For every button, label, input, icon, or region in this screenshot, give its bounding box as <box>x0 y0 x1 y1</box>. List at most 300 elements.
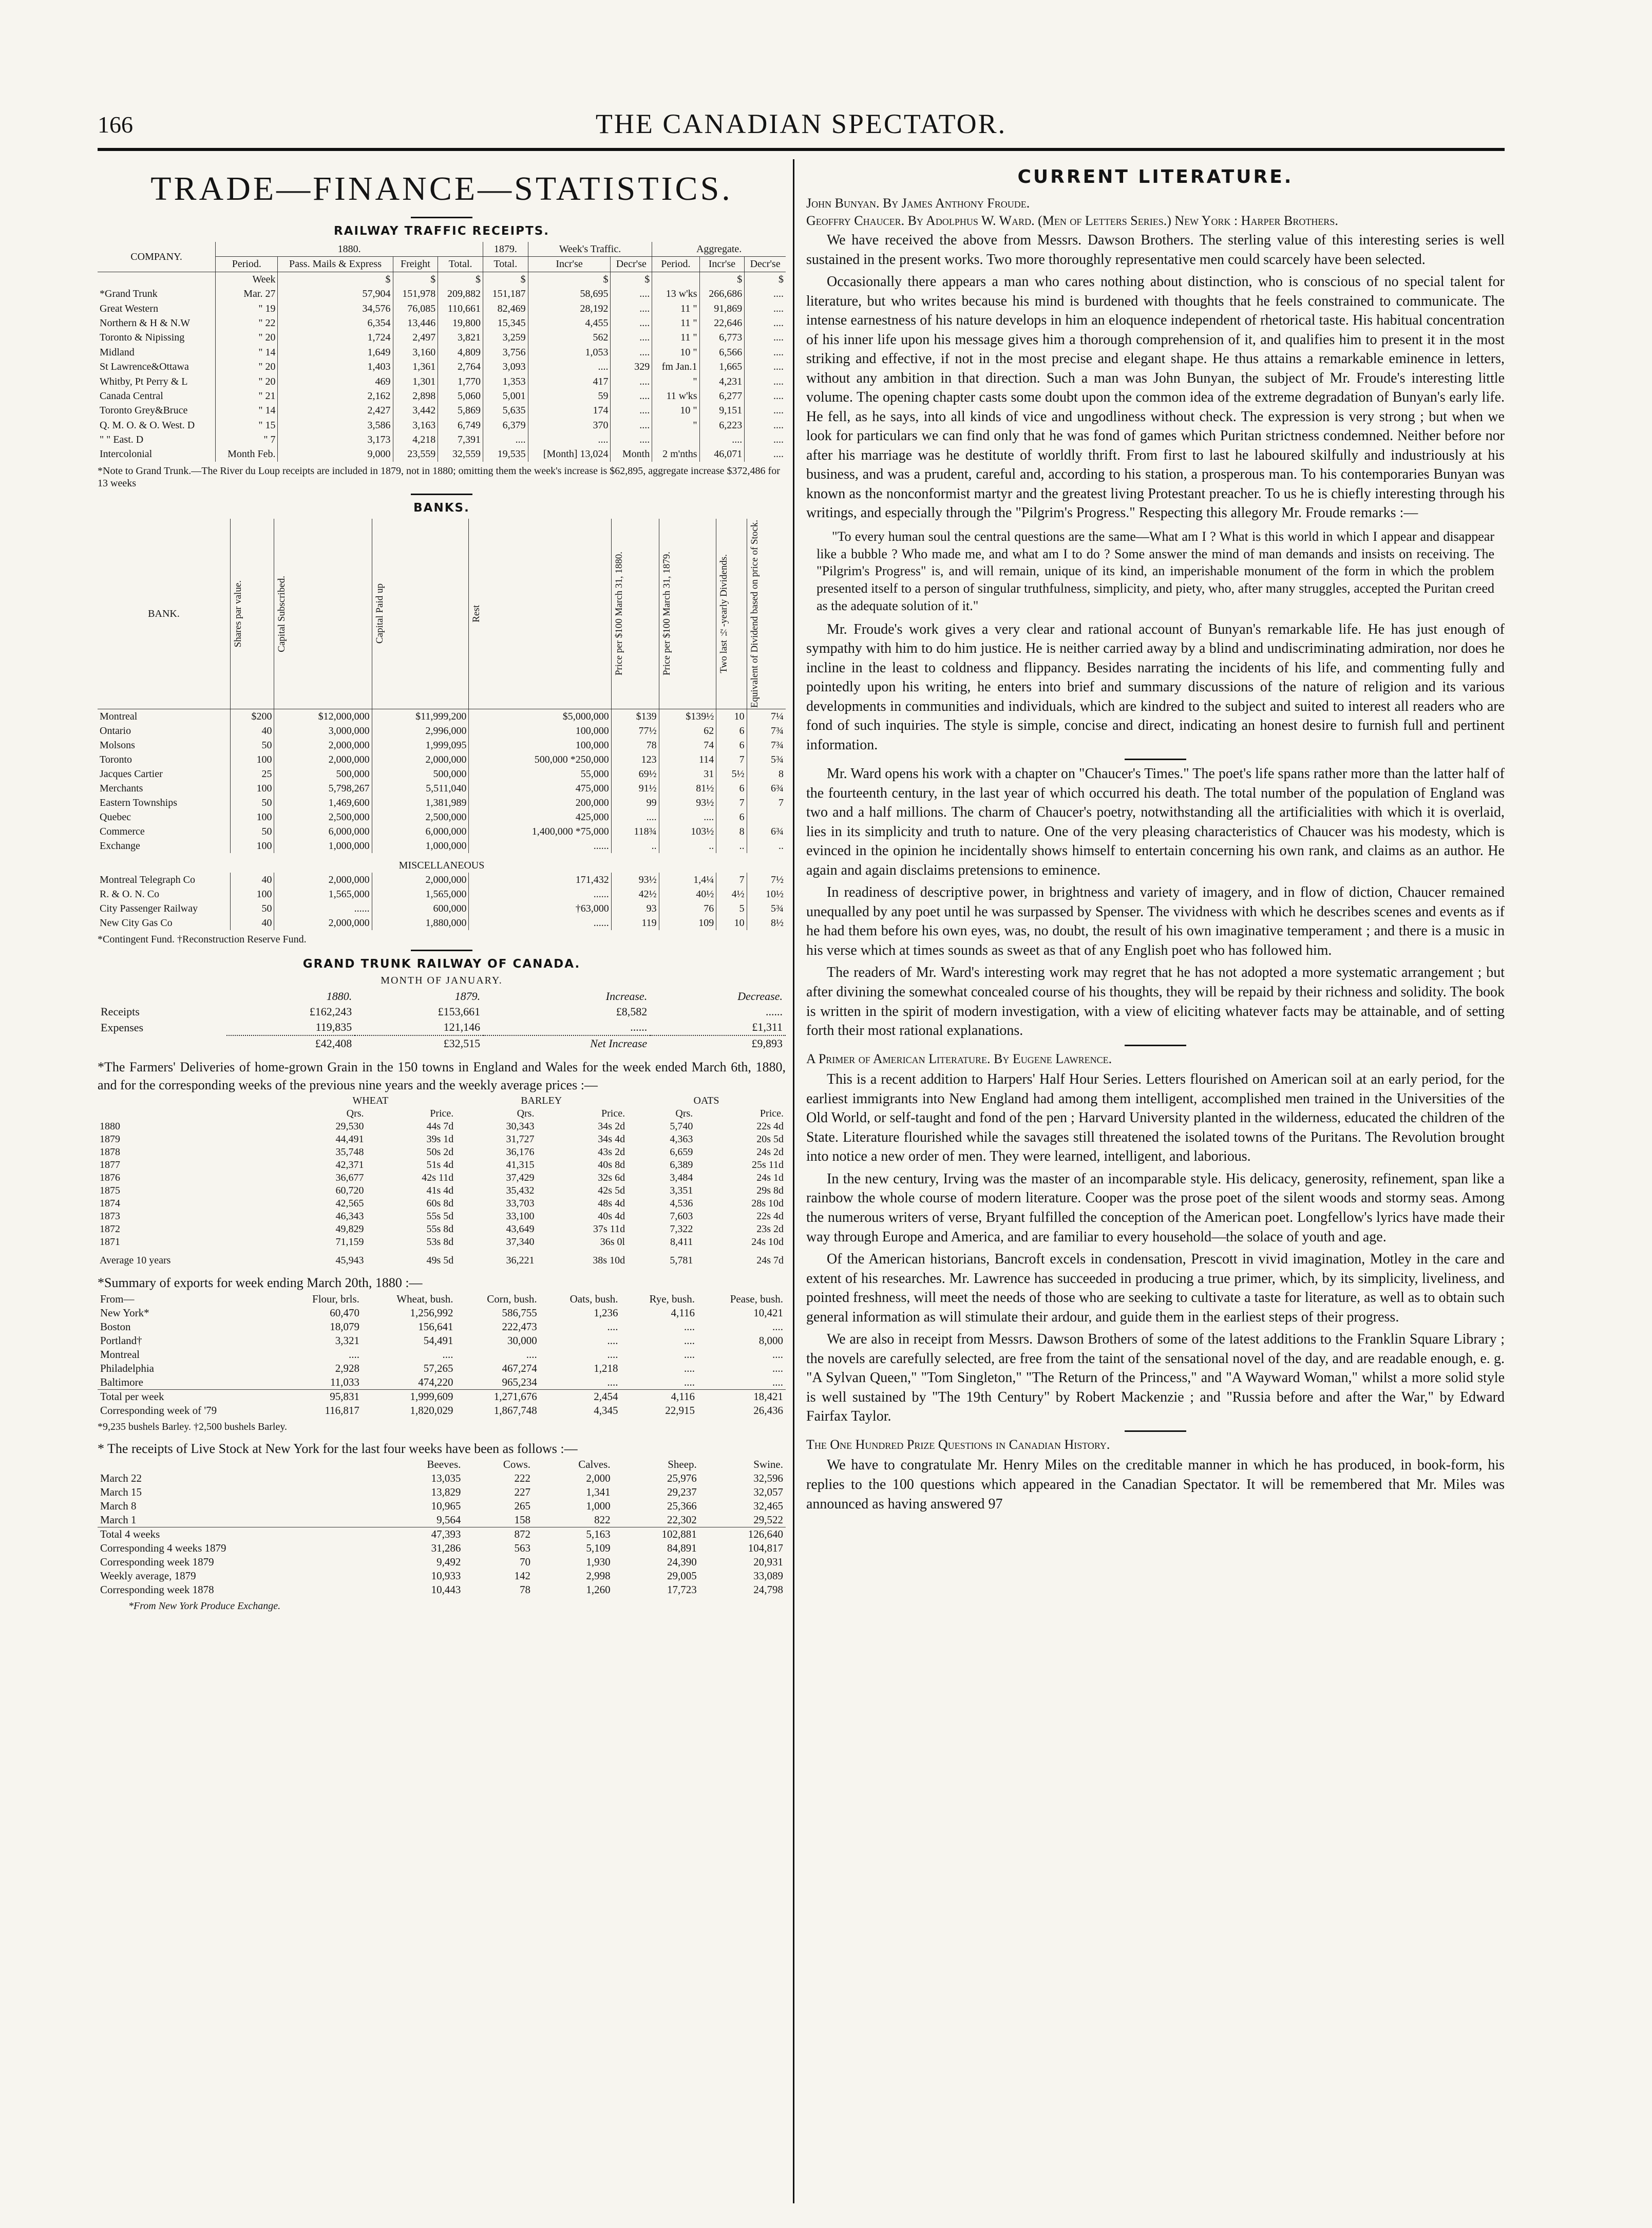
table-row <box>98 796 786 810</box>
grain-col-header: Price. <box>430 1107 454 1119</box>
livestock-col-header: Calves. <box>578 1458 611 1471</box>
table-cell: 54,491 <box>423 1334 453 1347</box>
table-cell: 30,000 <box>507 1334 537 1347</box>
gtr-col-header: 1880. <box>326 990 352 1003</box>
export-origin: Montreal <box>100 1348 140 1361</box>
table-cell: 822 <box>594 1514 611 1526</box>
table-cell: 47,393 <box>431 1528 461 1541</box>
table-cell: 58,695 <box>528 287 611 301</box>
paragraph: Occasionally there appears a man who cares nothing about distinction, who is conscious of no special talent for literature, but who writes because his mind is burdened with thoughts that he feels constrained to communicate. The intense earnestness of his nature develops in him an eloquence independent of rhetorical taste. His habitual concentration of his inner life upon his message gives him a thorough comprehension of it, and qualifies him to present it in the most striking and effective, if not in the most precise and elegant shape. He thus attains a remarkable eminence in letters, without any ambition in that direction. Such a man was John Bunyan, the subject of Mr. Froude's interesting little volume. The opening chapter casts some doubt upon the common idea of the extreme degradation of Bunyan's early life. He fell, as he says, into all kinds of vice and ungodliness without check. The expression is very strong ; but when we look for particulars we can find only that he was fond of games which Puritan strictness condemned. Neither before nor after his marriage was he destitute of worldly thrift. From first to last he laboured skilfully and industriously at his business, and was a prudent, careful and, according to his station, a prosperous man. To his contemporaries Bunyan was known as the nonconformist martyr and the greatest living Protestant preacher. To us he is chiefly interesting through his writings, and especially through the "Pilgrim's Progress." Respecting this allegory Mr. Froude remarks :— <box>806 274 1505 521</box>
bank-name: Commerce <box>100 826 145 838</box>
table-row <box>98 738 786 752</box>
grain-average: 24s 7d <box>756 1254 784 1266</box>
railway-col-header: Decr'se <box>745 257 786 272</box>
bank-col-label: Capital Subscribed. <box>276 575 288 652</box>
livestock-date: March 22 <box>100 1472 142 1485</box>
table-cell: †63,000 <box>469 901 611 916</box>
table-cell: 2 m'nths <box>652 447 699 461</box>
table-cell: 24s 2d <box>756 1146 784 1158</box>
table-cell: 43s 2d <box>598 1146 625 1158</box>
table-cell: £162,243 <box>309 1005 352 1018</box>
page-header <box>98 103 1505 139</box>
table-cell: 3,000,000 <box>274 724 372 738</box>
table-cell: $139½ <box>659 709 716 724</box>
table-cell: 156,641 <box>418 1320 453 1333</box>
bank-col-label: Two last ½-yearly Dividends. <box>718 554 730 673</box>
export-origin: Portland† <box>100 1334 142 1347</box>
table-row <box>98 1210 786 1223</box>
table-cell: 5,060 <box>438 389 483 403</box>
table-cell: 77½ <box>611 724 659 738</box>
table-cell: 78 <box>520 1583 530 1596</box>
table-cell: 3,756 <box>483 345 528 360</box>
table-row <box>98 1019 786 1035</box>
table-cell: 9,492 <box>436 1556 461 1569</box>
banks-note: *Contingent Fund. †Reconstruction Reserve Fund. <box>98 934 307 946</box>
table-row <box>98 1583 786 1597</box>
table-cell: ...... <box>469 887 611 901</box>
table-cell: 123 <box>611 752 659 767</box>
table-cell: 50 <box>231 796 274 810</box>
table-cell: 2,000,000 <box>274 916 372 930</box>
table-cell: .... <box>611 389 652 403</box>
table-cell: " 21 <box>216 389 278 403</box>
table-cell: .... <box>442 1348 453 1361</box>
table-cell: 7 <box>716 752 747 767</box>
table-cell: .... <box>745 418 786 432</box>
rule <box>411 950 472 951</box>
table-cell: " 20 <box>216 360 278 374</box>
table-cell: 31,727 <box>506 1133 535 1145</box>
gtr-total: £9,893 <box>650 1035 786 1051</box>
table-cell: 23,559 <box>393 447 438 461</box>
table-cell: .... <box>745 447 786 461</box>
table-row <box>98 418 786 432</box>
table-cell: 40s 4d <box>598 1210 625 1222</box>
table-cell: 1,000,000 <box>274 839 372 853</box>
table-cell: 4,345 <box>594 1404 618 1417</box>
table-row <box>98 1320 786 1334</box>
grain-average: Average 10 years <box>100 1254 171 1266</box>
table-cell: 10,933 <box>431 1570 461 1582</box>
table-cell: 24s 10d <box>751 1236 784 1248</box>
table-cell: 26,436 <box>753 1404 783 1417</box>
table-cell: 32,057 <box>753 1486 783 1499</box>
table-cell: 11 w'ks <box>652 389 699 403</box>
rule <box>1125 1045 1186 1046</box>
table-cell: Mar. 27 <box>216 287 278 301</box>
grain-col-header: Price. <box>759 1107 784 1119</box>
banks-table <box>98 519 786 930</box>
table-cell: " 15 <box>216 418 278 432</box>
livestock-date: March 8 <box>100 1500 137 1513</box>
grp-1879: 1879. <box>483 242 528 257</box>
table-row <box>98 374 786 389</box>
table-cell: 24,798 <box>753 1583 783 1596</box>
livestock-note: *From New York Produce Exchange. <box>128 1600 281 1612</box>
table-cell: 1,565,000 <box>274 887 372 901</box>
grp-1880: 1880. <box>216 242 483 257</box>
table-cell: 121,146 <box>443 1021 481 1034</box>
table-cell: 5¾ <box>747 752 786 767</box>
table-cell: 1,271,676 <box>493 1390 537 1403</box>
table-cell: 32,596 <box>753 1472 783 1485</box>
railway-col-header: Freight <box>393 257 438 272</box>
table-cell: 10½ <box>747 887 786 901</box>
gtr-col-header: Increase. <box>605 990 648 1003</box>
table-cell: 158 <box>514 1514 530 1526</box>
table-cell: 78 <box>611 738 659 752</box>
table-row <box>98 1389 786 1404</box>
table-cell: Receipts <box>101 1005 140 1018</box>
col-from: From— <box>100 1292 135 1305</box>
table-cell: 8,411 <box>670 1236 693 1248</box>
table-cell: 93½ <box>611 873 659 887</box>
table-cell <box>98 272 216 287</box>
table-cell: " 14 <box>216 345 278 360</box>
table-cell: 1873 <box>100 1210 120 1222</box>
table-cell: 116,817 <box>325 1404 359 1417</box>
table-cell: 6,277 <box>699 389 745 403</box>
grain-col-header: Price. <box>601 1107 625 1119</box>
section-title: TRADE—FINANCE—STATISTICS. <box>150 170 733 207</box>
table-cell: 44,491 <box>335 1133 364 1145</box>
table-cell: .... <box>528 432 611 447</box>
table-cell: 34s 2d <box>598 1120 625 1132</box>
table-row <box>98 901 786 916</box>
gtr-total: £42,408 <box>226 1035 355 1051</box>
export-col-header: Oats, bush. <box>569 1292 618 1305</box>
table-cell: ...... <box>469 839 611 853</box>
table-cell: 2,427 <box>278 403 393 418</box>
export-origin: New York* <box>100 1306 149 1319</box>
table-cell: " <box>652 418 699 432</box>
table-cell: 1,867,748 <box>493 1404 537 1417</box>
table-cell: 1,260 <box>586 1583 611 1596</box>
table-cell: 74 <box>659 738 716 752</box>
table-cell: 1,820,029 <box>410 1404 453 1417</box>
table-cell: 103½ <box>659 824 716 839</box>
table-cell: 1879 <box>100 1133 120 1145</box>
livestock-date: March 15 <box>100 1486 142 1499</box>
table-row <box>98 1197 786 1210</box>
table-cell: 35,432 <box>506 1184 535 1196</box>
table-cell: 5,635 <box>483 403 528 418</box>
table-cell: 100,000 <box>469 738 611 752</box>
company-name: Toronto & Nipissing <box>100 332 185 344</box>
table-cell: 1,218 <box>594 1362 618 1374</box>
table-cell: 119,835 <box>315 1021 352 1034</box>
table-cell: 171,432 <box>469 873 611 887</box>
table-cell: 1,565,000 <box>372 887 469 901</box>
left-column <box>98 164 786 2193</box>
table-cell: " 20 <box>216 374 278 389</box>
table-cell: 36s 0l <box>600 1236 625 1248</box>
table-cell: 40½ <box>659 887 716 901</box>
table-cell: 24,390 <box>667 1556 697 1569</box>
table-cell: 2,454 <box>594 1390 618 1403</box>
table-cell: 11 " <box>652 330 699 345</box>
table-row <box>98 724 786 738</box>
table-cell: 46,071 <box>699 447 745 461</box>
export-col-header: Pease, bush. <box>730 1292 783 1305</box>
table-cell: 3,321 <box>335 1334 359 1347</box>
table-row <box>98 767 786 781</box>
table-cell: 1,361 <box>393 360 438 374</box>
table-cell: 2,928 <box>335 1362 359 1374</box>
table-cell: 1,469,600 <box>274 796 372 810</box>
table-cell: 3,484 <box>670 1172 693 1183</box>
table-row <box>98 887 786 901</box>
table-cell: 109 <box>659 916 716 930</box>
table-cell: 19,535 <box>483 447 528 461</box>
table-cell: 93½ <box>659 796 716 810</box>
railway-col-header: Incr'se <box>528 257 611 272</box>
table-cell: .... <box>699 432 745 447</box>
table-cell: 142 <box>514 1570 530 1582</box>
table-row <box>98 709 786 724</box>
table-cell: .... <box>611 330 652 345</box>
table-cell: 34,576 <box>278 301 393 316</box>
table-cell: 3,351 <box>670 1184 693 1196</box>
bank-col-header <box>716 519 747 709</box>
table-cell: 1871 <box>100 1236 120 1248</box>
paragraph: We have received the above from Messrs. Dawson Brothers. The sterling value of this interesting series is well sustained in the present works. Two more thoroughly representative men could scarcely have been selected. <box>806 232 1505 268</box>
bank-col-header <box>611 519 659 709</box>
bank-name: R. & O. N. Co <box>100 889 160 900</box>
table-cell: 4,116 <box>671 1390 695 1403</box>
table-cell: .... <box>611 345 652 360</box>
table-cell: 265 <box>514 1500 530 1513</box>
table-cell: 60,470 <box>330 1306 359 1319</box>
railway-col-header: Period. <box>216 257 278 272</box>
table-row <box>98 1471 786 1485</box>
table-cell: 4½ <box>716 887 747 901</box>
railway-col-header: Total. <box>438 257 483 272</box>
table-cell: 76 <box>659 901 716 916</box>
exports-table <box>98 1292 786 1418</box>
table-cell: .... <box>772 1320 783 1333</box>
table-cell: 7¾ <box>747 724 786 738</box>
column-divider <box>793 159 794 2203</box>
table-cell: £8,582 <box>616 1005 648 1018</box>
table-cell: 3,163 <box>393 418 438 432</box>
table-cell: 71,159 <box>335 1236 364 1248</box>
table-row <box>98 432 786 447</box>
newspaper-page <box>98 103 1505 2198</box>
table-cell: 1,880,000 <box>372 916 469 930</box>
table-cell: 151,978 <box>393 287 438 301</box>
table-cell: 1,999,095 <box>372 738 469 752</box>
livestock-total: Total 4 weeks <box>100 1528 160 1541</box>
livestock-intro: * The receipts of Live Stock at New York for the last four weeks have been as follows :— <box>98 1441 578 1456</box>
table-cell: 18,421 <box>753 1390 783 1403</box>
table-cell: 2,497 <box>393 330 438 345</box>
rule <box>411 494 472 495</box>
table-cell: 2,000,000 <box>372 873 469 887</box>
table-cell: 9,564 <box>436 1514 461 1526</box>
table-cell: 1,236 <box>594 1306 618 1319</box>
table-cell: 33,703 <box>506 1197 535 1209</box>
table-cell: .... <box>348 1348 359 1361</box>
table-cell: " <box>652 374 699 389</box>
book-primer: A Primer of American Literature. By Eugene Lawrence. <box>806 1051 1112 1066</box>
table-cell: 1872 <box>100 1223 120 1235</box>
table-cell: 37s 11d <box>593 1223 625 1235</box>
railway-col-header: Incr'se <box>699 257 745 272</box>
table-cell: 4,809 <box>438 345 483 360</box>
table-cell: 76,085 <box>393 301 438 316</box>
table-cell: 50 <box>231 901 274 916</box>
table-cell: 55,000 <box>469 767 611 781</box>
table-cell: 10,421 <box>753 1306 783 1319</box>
table-cell: 1874 <box>100 1197 120 1209</box>
table-row <box>98 1375 786 1390</box>
grain-average: 5,781 <box>670 1254 693 1266</box>
table-cell: 370 <box>528 418 611 432</box>
table-cell: 4,455 <box>528 316 611 330</box>
table-cell: .... <box>745 330 786 345</box>
table-row <box>98 1146 786 1159</box>
table-cell: 10 <box>716 709 747 724</box>
table-cell: .... <box>745 301 786 316</box>
table-cell: 1,256,992 <box>410 1306 453 1319</box>
block-quote: "To every human soul the central questions are the same—What am I ? What is this world in which I appear and disappear like a bubble ? Who made me, and what am I to do ? Some answer the mind of man demands and insists on receiving. The "Pilgrim's Progress" is, and will remain, unique of its kind, an imperishable monument of the form in which the problem presented itself to a person of singular truthfulness, simplicity, and piety, who, after many struggles, accepted the Puritan creed as the adequate solution of it." <box>816 528 1494 613</box>
export-col-header: Rye, bush. <box>649 1292 695 1305</box>
table-row <box>98 301 786 316</box>
table-cell: 3,160 <box>393 345 438 360</box>
table-row <box>98 1004 786 1019</box>
table-row <box>98 752 786 767</box>
table-cell: 7,603 <box>670 1210 693 1222</box>
table-cell: 5,163 <box>586 1528 611 1541</box>
table-cell: 6,659 <box>670 1146 693 1158</box>
table-cell: 42½ <box>611 887 659 901</box>
table-cell: 266,686 <box>699 287 745 301</box>
table-cell: 95,831 <box>330 1390 359 1403</box>
table-cell: 40 <box>231 873 274 887</box>
table-row <box>98 839 786 853</box>
table-cell: 2,996,000 <box>372 724 469 738</box>
table-cell: $ <box>278 272 393 287</box>
table-cell: 4,536 <box>670 1197 693 1209</box>
table-row <box>98 316 786 330</box>
table-cell: 20,931 <box>753 1556 783 1569</box>
livestock-table <box>98 1458 786 1597</box>
table-cell: 13,446 <box>393 316 438 330</box>
table-cell: Month Feb. <box>216 447 278 461</box>
title-rule <box>411 217 472 218</box>
table-cell: $200 <box>231 709 274 724</box>
table-cell: ...... <box>766 1005 783 1018</box>
table-cell: 2,000,000 <box>274 738 372 752</box>
export-col-header: Corn, bush. <box>487 1292 537 1305</box>
table-cell: 22s 4d <box>756 1120 784 1132</box>
table-cell: 29,237 <box>667 1486 697 1499</box>
table-cell: 62 <box>659 724 716 738</box>
bank-col-label: Capital Paid up <box>374 583 385 644</box>
table-cell: .... <box>683 1320 695 1333</box>
banks-heading: BANKS. <box>413 501 470 515</box>
table-cell: 174 <box>528 403 611 418</box>
table-cell: 49,829 <box>335 1223 364 1235</box>
livestock-total: Corresponding 4 weeks 1879 <box>100 1542 226 1555</box>
gtr-col-header: 1879. <box>454 990 481 1003</box>
table-cell: 965,234 <box>502 1375 537 1388</box>
table-cell: 7 <box>716 796 747 810</box>
livestock-total: Corresponding week 1879 <box>100 1556 214 1569</box>
table-cell: 1875 <box>100 1184 120 1196</box>
table-cell: 31,286 <box>431 1542 461 1555</box>
table-cell: 2,000,000 <box>274 752 372 767</box>
col-company: COMPANY. <box>98 242 216 272</box>
table-cell: 32,559 <box>438 447 483 461</box>
table-cell: 2,898 <box>393 389 438 403</box>
bank-name: Toronto <box>100 754 132 766</box>
paragraph: Of the American historians, Bancroft excels in condensation, Prescott in vivid imagination, Motley in the care and extent of his researches. Mr. Lawrence has succeeded in producing a true primer, which, by its simplicity, liveliness, and pointed freshness, will meet the needs of those who are seeking to cultivate a taste for literature, as well as to obtain such general information as will stimulate their ardour, and guide them in the earliest steps of their progress. <box>806 1251 1505 1325</box>
table-cell: 1,4¼ <box>659 873 716 887</box>
table-cell: 3,093 <box>483 360 528 374</box>
table-cell: 100 <box>231 839 274 853</box>
table-cell: 19,800 <box>438 316 483 330</box>
grp-week: Week's Traffic. <box>528 242 652 257</box>
export-col-header: Flour, brls. <box>312 1292 359 1305</box>
grain-col-header: Qrs. <box>675 1107 693 1119</box>
table-cell: .... <box>483 432 528 447</box>
table-cell: 3,586 <box>278 418 393 432</box>
table-cell: 10 " <box>652 345 699 360</box>
table-row <box>98 810 786 824</box>
table-row <box>98 287 786 301</box>
table-cell: .... <box>683 1334 695 1347</box>
table-cell: 11 " <box>652 301 699 316</box>
table-cell: .... <box>611 432 652 447</box>
livestock-col-header: Cows. <box>503 1458 530 1471</box>
table-cell: 1,301 <box>393 374 438 389</box>
grain-group: BARLEY <box>521 1094 562 1106</box>
bank-name: Montreal Telegraph Co <box>100 874 195 886</box>
exports-intro: *Summary of exports for week ending March 20th, 1880 :— <box>98 1275 423 1290</box>
table-cell: .. <box>716 839 747 853</box>
table-cell: .. <box>659 839 716 853</box>
bank-name: New City Gas Co <box>100 917 173 929</box>
table-cell: ...... <box>630 1021 648 1034</box>
table-cell: 200,000 <box>469 796 611 810</box>
grain-group: OATS <box>693 1094 719 1106</box>
table-cell: 2,000,000 <box>274 873 372 887</box>
table-cell: 5¾ <box>747 901 786 916</box>
table-cell: 6,749 <box>438 418 483 432</box>
table-cell: 110,661 <box>438 301 483 316</box>
table-cell: 46,343 <box>335 1210 364 1222</box>
table-cell: 102,881 <box>661 1528 697 1541</box>
table-cell: 2,000 <box>586 1472 611 1485</box>
table-cell: Expenses <box>101 1021 144 1034</box>
table-cell: £1,311 <box>752 1021 783 1034</box>
table-cell: 23s 2d <box>756 1223 784 1235</box>
table-cell: .... <box>659 810 716 824</box>
table-row <box>98 1499 786 1513</box>
table-cell: 7,322 <box>670 1223 693 1235</box>
company-name: *Grand Trunk <box>100 288 158 300</box>
table-cell: 5,798,267 <box>274 781 372 796</box>
table-cell: 13,035 <box>431 1472 461 1485</box>
table-cell: 104,817 <box>748 1542 783 1555</box>
table-cell: 586,755 <box>502 1306 537 1319</box>
grain-average: 38s 10d <box>593 1254 625 1266</box>
grain-table <box>98 1094 786 1267</box>
table-cell: 7¼ <box>747 709 786 724</box>
